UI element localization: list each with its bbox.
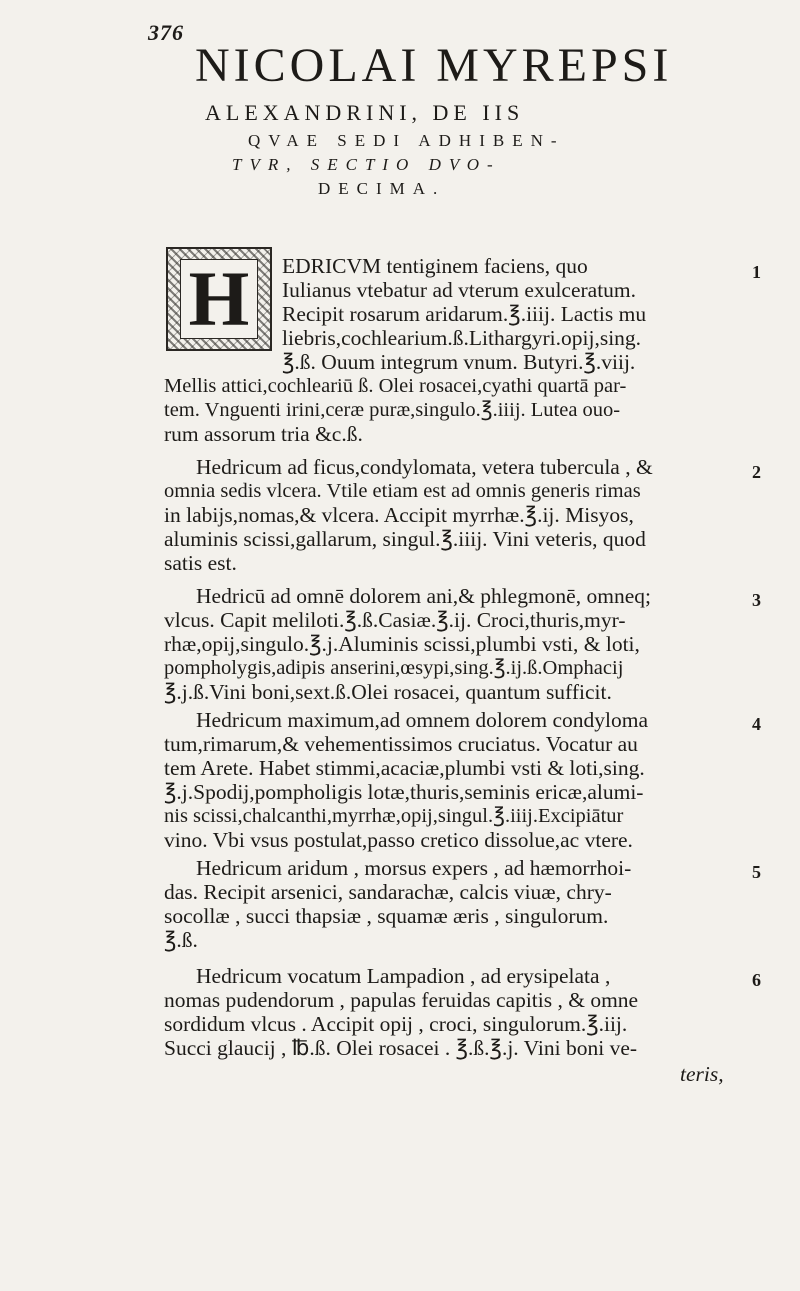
title-line-4: TVR, SECTIO DVO- <box>232 155 501 174</box>
text-line: ℥.ß. Ouum integrum vnum. Butyri.℥.viij. <box>282 350 636 374</box>
marginal-number: 2 <box>752 462 761 482</box>
text-line: satis est. <box>164 551 237 575</box>
text-line: pompholygis,adipis anserini,œsypi,sing.℥.ij.ß.Omphacij <box>164 657 624 679</box>
text-line: vlcus. Capit meliloti.℥.ß.Casiæ.℥.ij. Croci,thuris,myr- <box>164 608 626 632</box>
marginal-number: 4 <box>752 714 761 734</box>
text-line: omnia sedis vlcera. Vtile etiam est ad omnis generis rimas <box>164 480 641 502</box>
text-line: Hedricum ad ficus,condylomata, vetera tubercula , & <box>196 455 653 479</box>
text-line: EDRICVM tentiginem faciens, quo <box>282 254 588 278</box>
text-line: ℥.j.Spodij,pompholigis lotæ,thuris,seminis ericæ,alumi- <box>164 780 644 804</box>
text-line: liebris,cochlearium.ß.Lithargyri.opij,sing. <box>282 326 642 350</box>
text-line: nis scissi,chalcanthi,myrrhæ,opij,singul.℥.iiij.Excipiātur <box>164 805 624 827</box>
text-line: vino. Vbi vsus postulat,passo cretico dissolue,ac vtere. <box>164 828 633 852</box>
marginal-number: 5 <box>752 862 761 882</box>
text-line: aluminis scissi,gallarum, singul.℥.iiij. Vini veteris, quod <box>164 527 646 551</box>
text-line: in labijs,nomas,& vlcera. Accipit myrrhæ.℥.ij. Misyos, <box>164 503 634 527</box>
title-line-2: ALEXANDRINI, DE IIS <box>205 100 525 125</box>
text-line: socollæ , succi thapsiæ , squamæ æris , singulorum. <box>164 904 609 928</box>
text-line: Hedricum aridum , morsus expers , ad hæmorrhoi- <box>196 856 632 880</box>
text-line: sordidum vlcus . Accipit opij , croci, singulorum.℥.iij. <box>164 1012 628 1036</box>
text-line: Recipit rosarum aridarum.℥.iiij. Lactis mu <box>282 302 647 326</box>
text-line: Hedricum maximum,ad omnem dolorem condyloma <box>196 708 648 732</box>
text-line: das. Recipit arsenici, sandarachæ, calcis viuæ, chry- <box>164 880 612 904</box>
text-line: nomas pudendorum , papulas feruidas capitis , & omne <box>164 988 639 1012</box>
decorated-initial <box>166 247 272 351</box>
text-line: tem. Vnguenti irini,ceræ puræ,singulo.℥.iiij. Lutea ouo- <box>164 399 621 421</box>
text-line: rum assorum tria &c.ß. <box>164 422 363 446</box>
title-line-5: DECIMA. <box>318 179 446 198</box>
text-line: Iulianus vtebatur ad vterum exulceratum. <box>282 278 637 302</box>
text-line: Mellis attici,cochleariū ß. Olei rosacei,cyathi quartā par- <box>164 375 627 397</box>
marginal-number: 6 <box>752 970 761 990</box>
marginal-number: 3 <box>752 590 761 610</box>
text-line: ℥.ß. <box>164 928 198 952</box>
running-title: NICOLAI MYREPSI <box>195 39 673 92</box>
title-line-3: QVAE SEDI ADHIBEN- <box>248 131 565 150</box>
initial-letter: H <box>188 255 250 342</box>
text-line: Hedricū ad omnē dolorem ani,& phlegmonē, omneq; <box>196 584 651 608</box>
text-line: Hedricum vocatum Lampadion , ad erysipelata , <box>196 964 611 988</box>
text-line: tem Arete. Habet stimmi,acaciæ,plumbi vsti & loti,sing. <box>164 756 645 780</box>
text-line: ℥.j.ß.Vini boni,sext.ß.Olei rosacei, quantum sufficit. <box>164 680 612 704</box>
marginal-number: 1 <box>752 262 761 282</box>
text-line: Succi glaucij , ℔.ß. Olei rosacei . ℥.ß.℥.j. Vini boni ve- <box>164 1036 638 1060</box>
text-line: rhæ,opij,singulo.℥.j.Aluminis scissi,plumbi vsti, & loti, <box>164 632 640 656</box>
catchword: teris, <box>680 1062 724 1086</box>
text-line: tum,rimarum,& vehementissimos cruciatus. Vocatur au <box>164 732 638 756</box>
page-number: 376 <box>148 20 184 45</box>
